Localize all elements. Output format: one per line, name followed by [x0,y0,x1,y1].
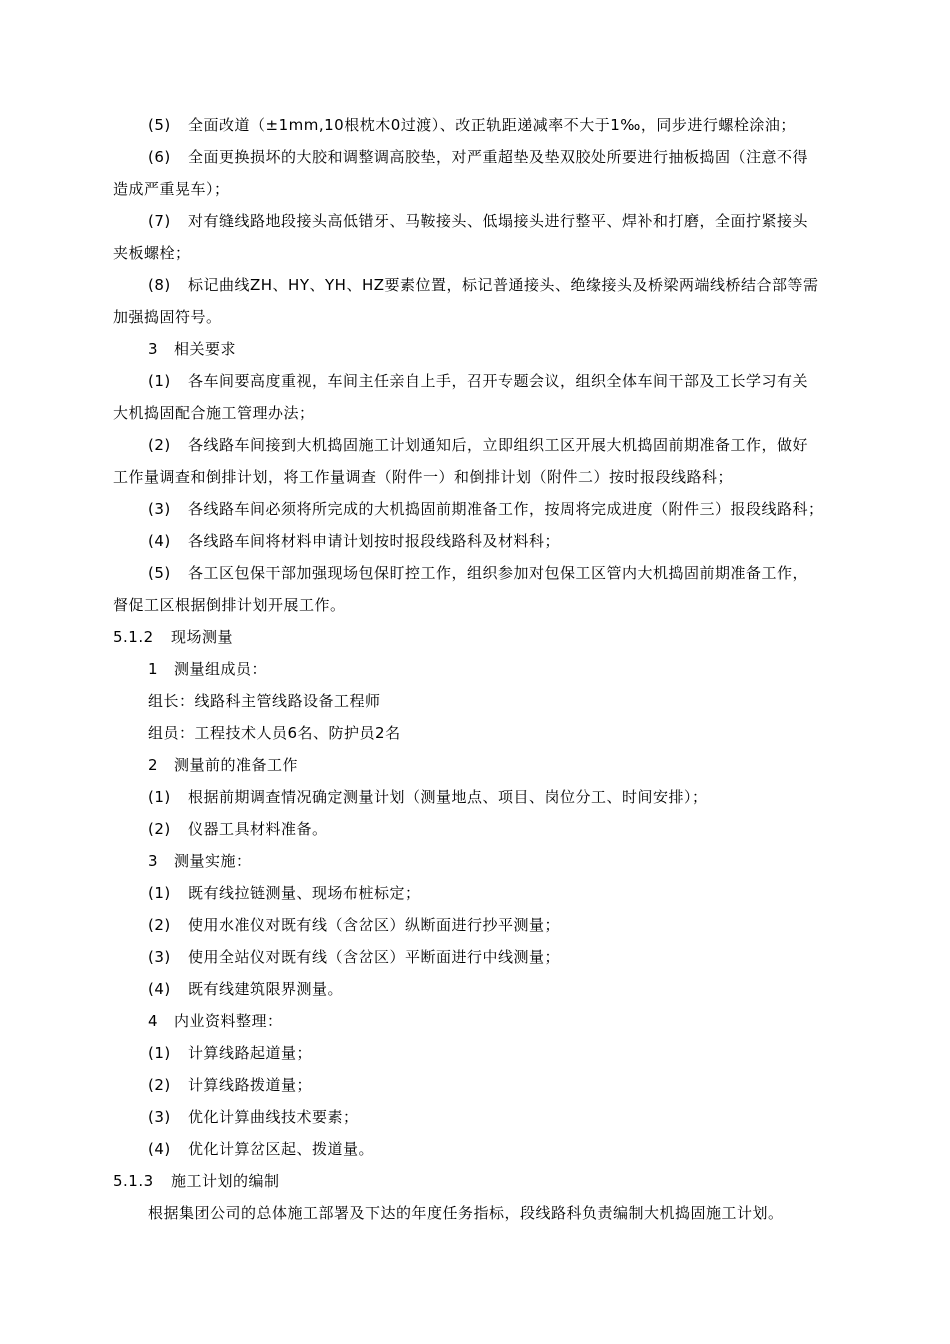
team-leader-text: 组长：线路科主管线路设备工程师 [148,692,381,710]
impl-4-text: (4) 既有线建筑限界测量。 [148,980,344,998]
impl-3-text: (3) 使用全站仪对既有线（含岔区）平断面进行中线测量； [148,948,561,966]
data-4-text: (4) 优化计算岔区起、拨道量。 [148,1140,375,1158]
survey-2-heading: 2 测量前的准备工作 [148,756,299,774]
requirement-5-text: (5) 各工区包保干部加强现场包保盯控工作，组织参加对包保工区管内大机捣固前期准备工作， [148,564,809,582]
requirement-2-text: (2) 各线路车间接到大机捣固施工计划通知后，立即组织工区开展大机捣固前期准备工作，做好 [148,436,809,454]
item-6-continuation: 造成严重晃车）； [113,180,230,198]
data-1-text: (1) 计算线路起道量； [148,1044,313,1062]
prep-2-text: (2) 仪器工具材料准备。 [148,820,328,838]
item-8-continuation: 加强捣固符号。 [113,308,222,326]
item-7-text: (7) 对有缝线路地段接头高低错牙、马鞍接头、低塌接头进行整平、焊补和打磨，全面拧紧接头 [148,212,809,230]
requirement-1-text: (1) 各车间要高度重视，车间主任亲自上手，召开专题会议，组织全体车间干部及工长学习有关 [148,372,809,390]
subsection-3-heading: 3 相关要求 [148,340,237,358]
requirement-2-continuation: 工作量调查和倒排计划，将工作量调查（附件一）和倒排计划（附件二）按时报段线路科； [113,468,734,486]
item-5-text: (5) 全面改道（±1mm,10根枕木0过渡）、改正轨距递减率不大于1‰，同步进行螺栓涂油； [148,116,796,134]
team-members-text: 组员：工程技术人员6名、防护员2名 [148,724,401,742]
section-5-1-3-heading: 5.1.3 施工计划的编制 [113,1172,280,1190]
requirement-5-continuation: 督促工区根据倒排计划开展工作。 [113,596,346,614]
prep-1-text: (1) 根据前期调查情况确定测量计划（测量地点、项目、岗位分工、时间安排）； [148,788,708,806]
item-6-text: (6) 全面更换损坏的大胶和调整调高胶垫，对严重超垫及垫双胶处所要进行抽板捣固（注意不得 [148,148,809,166]
item-8-text: (8) 标记曲线ZH、HY、YH、HZ要素位置，标记普通接头、绝缘接头及桥梁两端线桥结合部等需 [148,276,819,294]
data-2-text: (2) 计算线路拨道量； [148,1076,313,1094]
impl-1-text: (1) 既有线拉链测量、现场布桩标定； [148,884,421,902]
survey-1-heading: 1 测量组成员： [148,660,268,678]
requirement-1-continuation: 大机捣固配合施工管理办法； [113,404,315,422]
impl-2-text: (2) 使用水准仪对既有线（含岔区）纵断面进行抄平测量； [148,916,561,934]
survey-3-heading: 3 测量实施： [148,852,252,870]
plan-paragraph: 根据集团公司的总体施工部署及下达的年度任务指标，段线路科负责编制大机捣固施工计划。 [148,1204,784,1222]
section-5-1-2-heading: 5.1.2 现场测量 [113,628,234,646]
requirement-3-text: (3) 各线路车间必须将所完成的大机捣固前期准备工作，按周将完成进度（附件三）报段线路科； [148,500,824,518]
data-3-text: (3) 优化计算曲线技术要素； [148,1108,359,1126]
item-7-continuation: 夹板螺栓； [113,244,191,262]
survey-4-heading: 4 内业资料整理： [148,1012,283,1030]
requirement-4-text: (4) 各线路车间将材料申请计划按时报段线路科及材料科； [148,532,561,550]
